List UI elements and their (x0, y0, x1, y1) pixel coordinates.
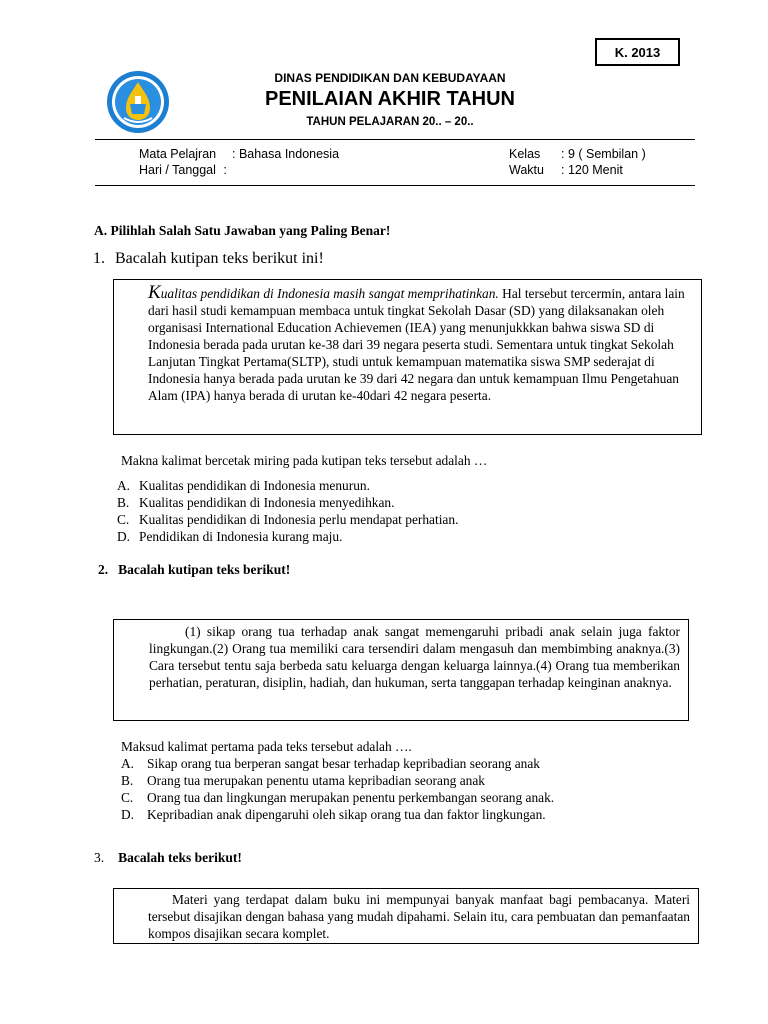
option-letter: A. (121, 756, 135, 771)
q2-option-c[interactable] (121, 789, 554, 806)
q1-heading (93, 250, 324, 268)
section-a-instruction: A. Pilihlah Salah Satu Jawaban yang Paling Benar! (94, 223, 391, 238)
q2-options (121, 755, 554, 823)
curriculum-code: K. 2013 (614, 44, 661, 60)
time-row (509, 163, 623, 177)
subject-label: Mata Pelajran (139, 147, 217, 161)
q1-option-a[interactable] (117, 477, 458, 494)
q2-option-b[interactable] (121, 772, 554, 789)
q2-instruction: Bacalah kutipan teks berikut! (118, 562, 291, 577)
agency-name: DINAS PENDIDIKAN DAN KEBUDAYAAN (274, 71, 506, 85)
academic-year: TAHUN PELAJARAN 20.. – 20.. (306, 116, 474, 128)
q1-passage-italic: ualitas pendidikan di Indonesia masih sangat memprihatinkan. (160, 286, 499, 301)
q2-option-d[interactable] (121, 806, 554, 823)
exam-title: PENILAIAN AKHIR TAHUN (265, 88, 515, 110)
q1-number: 1. (93, 250, 105, 267)
q1-passage-box (113, 279, 702, 435)
q1-instruction: Bacalah kutipan teks berikut ini! (115, 250, 324, 267)
option-letter: C. (117, 512, 130, 527)
date-label: Hari / Tanggal (139, 163, 216, 177)
q2-passage-box (113, 619, 689, 721)
header-top-rule (95, 139, 695, 140)
date-row (139, 163, 227, 177)
q3-heading (94, 850, 242, 866)
class-row (509, 147, 646, 161)
option-text: Pendidikan di Indonesia kurang maju. (139, 529, 343, 544)
q3-number: 3. (94, 850, 105, 865)
q1-option-c[interactable] (117, 511, 458, 528)
subject-value: : Bahasa Indonesia (232, 147, 340, 161)
header-bottom-rule (95, 185, 695, 186)
q1-passage-rest: Hal tersebut tercermin, antara lain dari hasil studi kemampuan membaca untuk tingkat Sekolah Dasar (SD) yang dilaksanakan oleh organisasi International Education Achievemen (IEA) yang menunjukkkan bahwa siswa SD di Indonesia berada pada urutan ke-38 dari 39 negara peserta studi. Sementara untuk tingkat Sekolah Lanjutan Tingkat Pertama(SLTP), studi untuk kemampuan matematika siswa SMP sederajat di Indonesia hanya berada pada urutan ke 39 dari 42 negara dan untuk kemampuan Ilmu Pengetahuan Alam (IPA) hanya berada di urutan ke-40dari 42 negara peserta. (148, 286, 685, 403)
q1-options (117, 477, 458, 545)
curriculum-code-box (595, 38, 680, 66)
option-letter: D. (121, 807, 135, 822)
option-text: Sikap orang tua berperan sangat besar terhadap kepribadian seorang anak (147, 756, 540, 771)
q3-instruction: Bacalah teks berikut! (118, 850, 242, 865)
option-text: Orang tua dan lingkungan merupakan penentu perkembangan seorang anak. (147, 790, 555, 805)
option-letter: D. (117, 529, 131, 544)
class-value: : 9 ( Sembilan ) (561, 147, 646, 161)
time-label: Waktu (509, 163, 544, 177)
q2-option-a[interactable] (121, 755, 554, 772)
q3-passage-box (113, 888, 699, 944)
q2-passage: (1) sikap orang tua terhadap anak sangat memengaruhi pribadi anak selain juga faktor lingkungan.(2) Orang tua memiliki cara tersendiri dalam mengasuh dan membimbing anaknya.(3) Cara tersebut tentu saja berbeda satu keluarga dengan keluarga lainnya.(4) Orang tua memberikan perhatian, peraturan, disiplin, hadiah, dan hukuman, serta tanggapan terhadap keinginan anaknya. (149, 624, 680, 690)
option-text: Kualitas pendidikan di Indonesia menurun. (139, 478, 370, 493)
q3-passage: Materi yang terdapat dalam buku ini mempunyai banyak manfaat bagi pembacanya. Materi tersebut disajikan dengan bahasa yang mudah dipahami. Selain itu, cara pembuatan dan pemanfaatan kompos disajikan secara komplet. (148, 892, 690, 941)
q1-option-b[interactable] (117, 494, 458, 511)
option-letter: B. (121, 773, 134, 788)
ministry-logo (106, 70, 170, 134)
date-value: : (223, 163, 227, 177)
option-text: Kualitas pendidikan di Indonesia menyedihkan. (139, 495, 395, 510)
q1-passage-dropcap: K (148, 282, 161, 303)
option-letter: A. (117, 478, 131, 493)
option-text: Orang tua merupakan penentu utama kepribadian seorang anak (147, 773, 485, 788)
q1-question: Makna kalimat bercetak miring pada kutipan teks tersebut adalah … (121, 453, 488, 468)
class-label: Kelas (509, 147, 541, 161)
time-value: : 120 Menit (561, 163, 623, 177)
q2-heading (98, 562, 290, 578)
option-letter: B. (117, 495, 130, 510)
subject-row (139, 147, 339, 161)
q2-number: 2. (98, 562, 109, 577)
q2-question: Maksud kalimat pertama pada teks tersebut adalah …. (121, 739, 412, 754)
option-text: Kepribadian anak dipengaruhi oleh sikap orang tua dan faktor lingkungan. (147, 807, 546, 822)
option-letter: C. (121, 790, 134, 805)
q1-option-d[interactable] (117, 528, 458, 545)
option-text: Kualitas pendidikan di Indonesia perlu mendapat perhatian. (139, 512, 459, 527)
